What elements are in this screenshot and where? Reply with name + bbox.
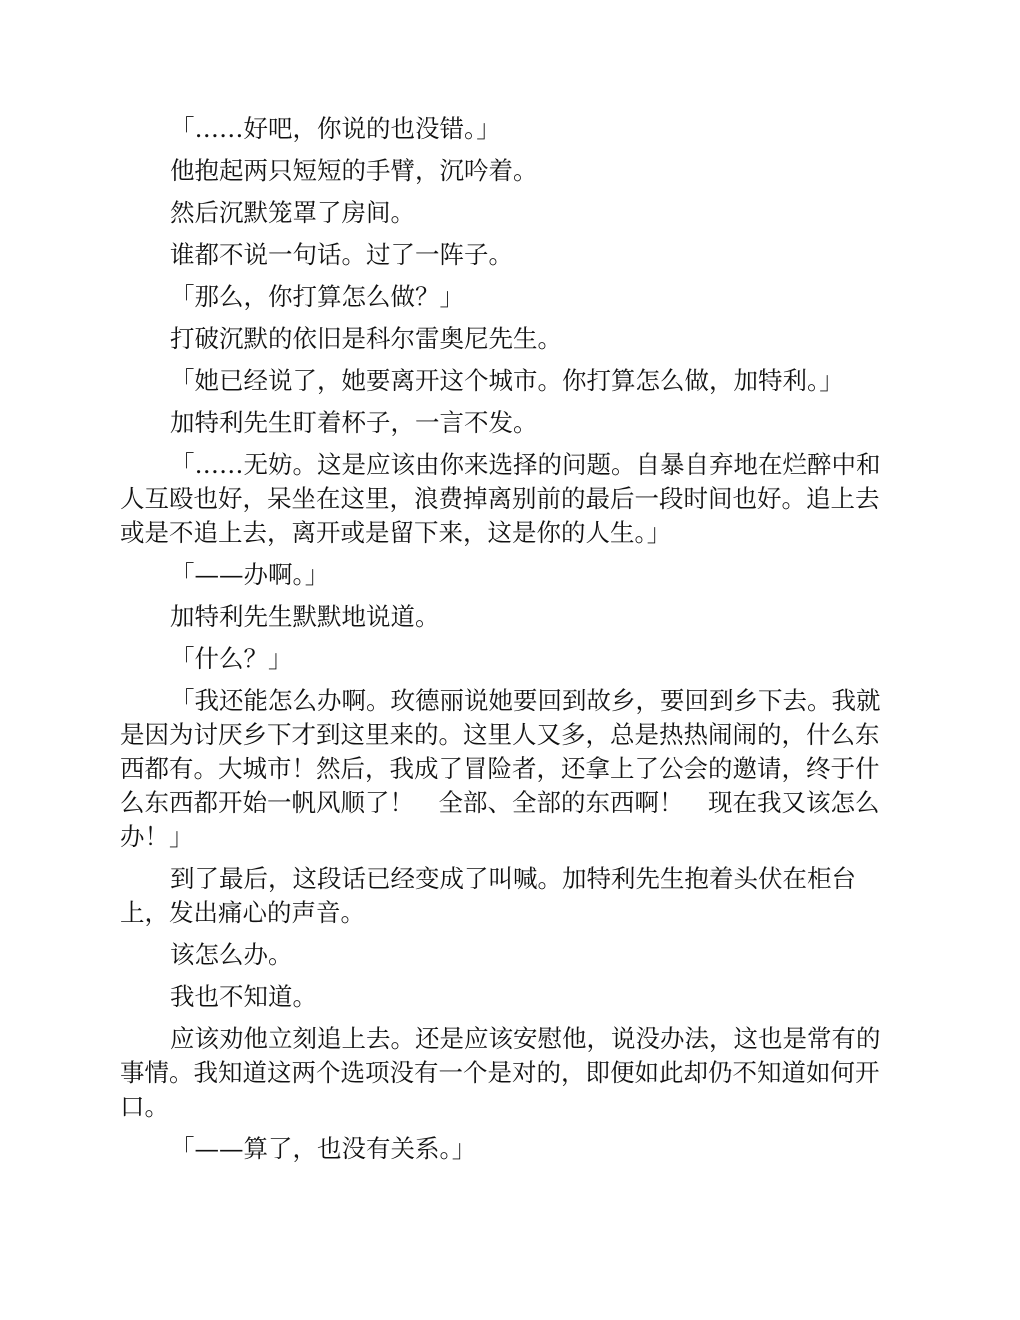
paragraph: 「那么，你打算怎么做？」 [170,282,464,311]
document-page [120,112,900,1174]
paragraph: 加特利先生默默地说道。 [170,602,440,631]
paragraph: 「我还能怎么办啊。玫德丽说她要回到故乡，要回到乡下去。我就是因为讨厌乡下才到这里来的。这里人又多，总是热热闹闹的，什么东西都有。大城市！然后，我成了冒险者，还拿上了公会的邀请，终于什么东西都开始一帆风顺了！ 全部、全部的东西啊！ 现在我又该怎么办！」 [120,686,881,851]
paragraph: 我也不知道。 [170,982,317,1011]
paragraph: 加特利先生盯着杯子，一言不发。 [170,408,538,437]
paragraph: 该怎么办。 [170,940,293,969]
paragraph: 「……好吧，你说的也没错。」 [170,114,501,143]
paragraph: 应该劝他立刻追上去。还是应该安慰他，说没办法，这也是常有的事情。我知道这两个选项没有一个是对的，即便如此却仍不知道如何开口。 [120,1024,881,1121]
paragraph: 「……无妨。这是应该由你来选择的问题。自暴自弃地在烂醉中和人互殴也好，呆坐在这里，浪费掉离别前的最后一段时间也好。追上去或是不追上去，离开或是留下来，这是你的人生。」 [120,450,881,547]
paragraph: 「——算了，也没有关系。」 [170,1134,477,1163]
paragraph: 「什么？」 [170,644,293,673]
paragraph: 然后沉默笼罩了房间。 [170,198,415,227]
paragraph: 「——办啊。」 [170,560,330,589]
paragraph: 「她已经说了，她要离开这个城市。你打算怎么做，加特利。」 [170,366,844,395]
paragraph: 打破沉默的依旧是科尔雷奥尼先生。 [170,324,562,353]
paragraph: 谁都不说一句话。过了一阵子。 [170,240,513,269]
paragraph: 到了最后，这段话已经变成了叫喊。加特利先生抱着头伏在柜台上，发出痛心的声音。 [120,864,856,927]
paragraph: 他抱起两只短短的手臂，沉吟着。 [170,156,538,185]
